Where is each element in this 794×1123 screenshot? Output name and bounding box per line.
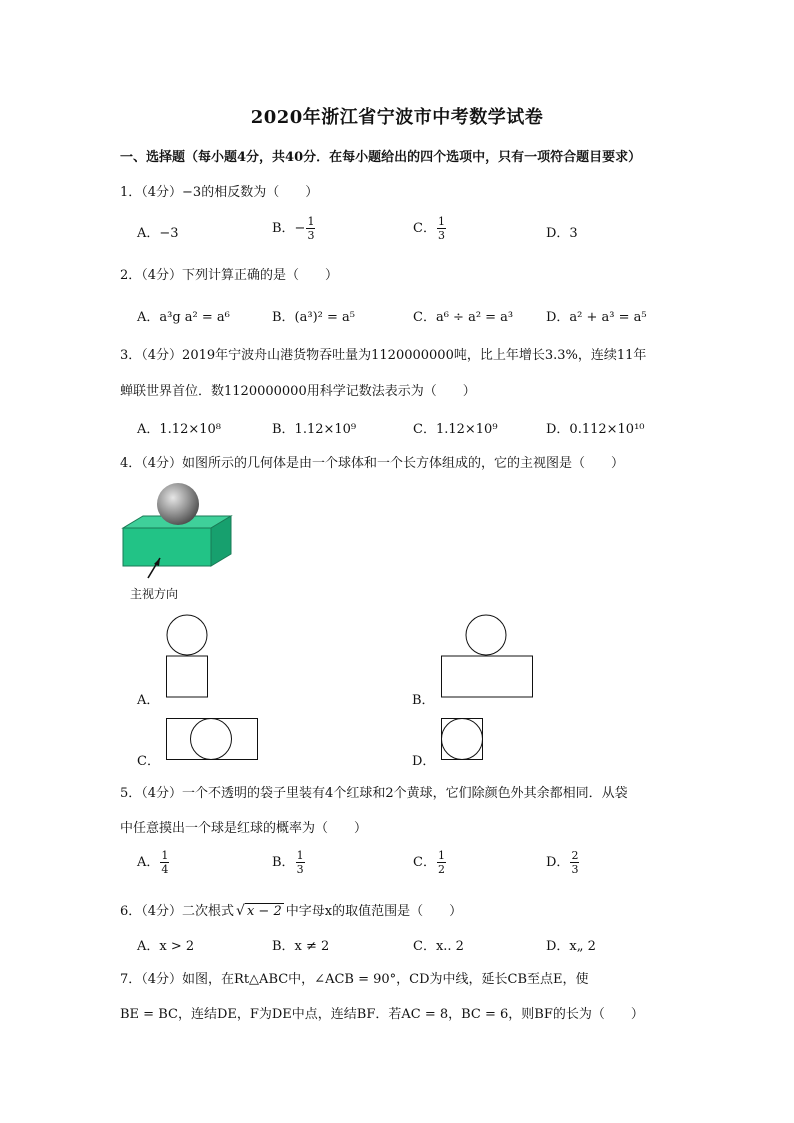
q1-b-den: 3 xyxy=(307,229,315,242)
question-5-line2: 中任意摸出一个球是红球的概率为（ ） xyxy=(120,821,368,836)
q5-c-den: 2 xyxy=(437,863,445,876)
view-direction-caption: 主视方向 xyxy=(130,587,179,601)
q5-d-den: 3 xyxy=(571,863,579,876)
q6-option-b: B．x ≠ 2 xyxy=(272,939,330,954)
option-a-circle xyxy=(167,615,207,655)
q4-option-b-figure xyxy=(439,614,535,700)
q4-option-b-label: B． xyxy=(412,693,435,708)
q5-d-fraction xyxy=(570,849,579,876)
q5-option-d xyxy=(546,849,580,876)
question-4: 4．（4分）如图所示的几何体是由一个球体和一个长方体组成的，它的主视图是（ ） xyxy=(120,456,625,471)
option-b-rectangle xyxy=(442,656,533,697)
q5-a-fraction xyxy=(160,849,169,876)
question-7-line1: 7．（4分）如图，在Rt△ABC中，∠ACB = 90°，CD为中线，延长CB至点E，使 xyxy=(120,972,589,987)
page-title: 2020年浙江省宁波市中考数学试卷 xyxy=(250,107,544,128)
sqrt-icon: √ xyxy=(236,903,245,919)
q6-radicand: x − 2 xyxy=(246,904,282,919)
q1-c-fraction xyxy=(437,215,446,242)
box-front-face xyxy=(123,528,211,566)
q5-option-a xyxy=(137,849,170,876)
sphere xyxy=(157,483,199,525)
question-6 xyxy=(120,900,462,919)
q6-stem-post: 中字母x的取值范围是（ ） xyxy=(285,904,463,919)
solid-figure xyxy=(118,478,238,598)
q1-option-c xyxy=(413,215,447,242)
q4-option-c-label: C． xyxy=(137,754,160,769)
question-3-line1: 3．（4分）2019年宁波舟山港货物吞吐量为1120000000吨，比上年增长3.3%，连续11年 xyxy=(120,348,647,363)
question-7-line2: BE = BC，连结DE，F为DE中点，连结BF．若AC = 8，BC = 6，则BF的长为（ ） xyxy=(120,1007,644,1022)
q5-c-prefix: C． xyxy=(413,855,436,870)
question-2: 2．（4分）下列计算正确的是（ ） xyxy=(120,268,339,283)
option-c-rectangle xyxy=(167,719,258,760)
q1-option-b xyxy=(272,215,316,242)
q1-c-prefix: C． xyxy=(413,221,436,236)
q5-c-num: 1 xyxy=(437,849,445,862)
q5-d-num: 2 xyxy=(571,849,579,862)
q2-option-a: A．a³g a² = a⁶ xyxy=(137,310,230,325)
q6-stem-pre: 6．（4分）二次根式 xyxy=(120,904,235,919)
option-c-circle xyxy=(191,719,232,760)
q3-option-a: A．1.12×10⁸ xyxy=(137,422,221,437)
q4-option-c-figure xyxy=(164,716,260,762)
q2-option-c: C．a⁶ ÷ a² = a³ xyxy=(413,310,514,325)
option-d-circle xyxy=(442,719,483,760)
q5-option-c xyxy=(413,849,447,876)
q6-option-a: A．x > 2 xyxy=(137,939,195,954)
q5-b-den: 3 xyxy=(296,863,304,876)
q1-b-num: 1 xyxy=(307,215,315,228)
q5-b-fraction xyxy=(296,849,305,876)
q6-radical xyxy=(236,903,284,919)
option-b-circle xyxy=(466,615,506,655)
question-1: 1．（4分）−3的相反数为（ ） xyxy=(120,185,319,200)
q1-b-prefix: B．− xyxy=(272,221,306,236)
q5-option-b xyxy=(272,849,306,876)
q4-option-a-label: A． xyxy=(137,693,160,708)
q1-c-den: 3 xyxy=(437,229,445,242)
q6-option-d: D．x„ 2 xyxy=(546,939,596,954)
q1-b-fraction xyxy=(306,215,315,242)
q3-option-d: D．0.112×10¹⁰ xyxy=(546,422,645,437)
q5-b-num: 1 xyxy=(296,849,304,862)
q3-option-c: C．1.12×10⁹ xyxy=(413,422,498,437)
q2-option-d: D．a² + a³ = a⁵ xyxy=(546,310,647,325)
q4-option-d-figure xyxy=(439,716,485,762)
question-5-line1: 5．（4分）一个不透明的袋子里装有4个红球和2个黄球，它们除颜色外其余都相同．从袋 xyxy=(120,786,628,801)
q6-option-c: C．x.. 2 xyxy=(413,939,464,954)
q1-option-a: A．−3 xyxy=(137,226,179,241)
question-3-line2: 蝉联世界首位．数1120000000用科学记数法表示为（ ） xyxy=(120,384,476,399)
q5-a-den: 4 xyxy=(161,863,169,876)
option-a-square xyxy=(167,656,208,697)
q5-c-fraction xyxy=(437,849,446,876)
q4-option-d-label: D． xyxy=(412,754,436,769)
q5-a-prefix: A． xyxy=(137,855,160,870)
q5-d-prefix: D． xyxy=(546,855,570,870)
q1-c-num: 1 xyxy=(437,215,445,228)
section-heading: 一、选择题（每小题4分，共40分．在每小题给出的四个选项中，只有一项符合题目要求） xyxy=(120,150,642,165)
q5-b-prefix: B． xyxy=(272,855,295,870)
q4-option-a-figure xyxy=(164,614,212,700)
q1-option-d: D．3 xyxy=(546,226,578,241)
q2-option-b: B．(a³)² = a⁵ xyxy=(272,310,355,325)
q3-option-b: B．1.12×10⁹ xyxy=(272,422,357,437)
q5-a-num: 1 xyxy=(161,849,169,862)
